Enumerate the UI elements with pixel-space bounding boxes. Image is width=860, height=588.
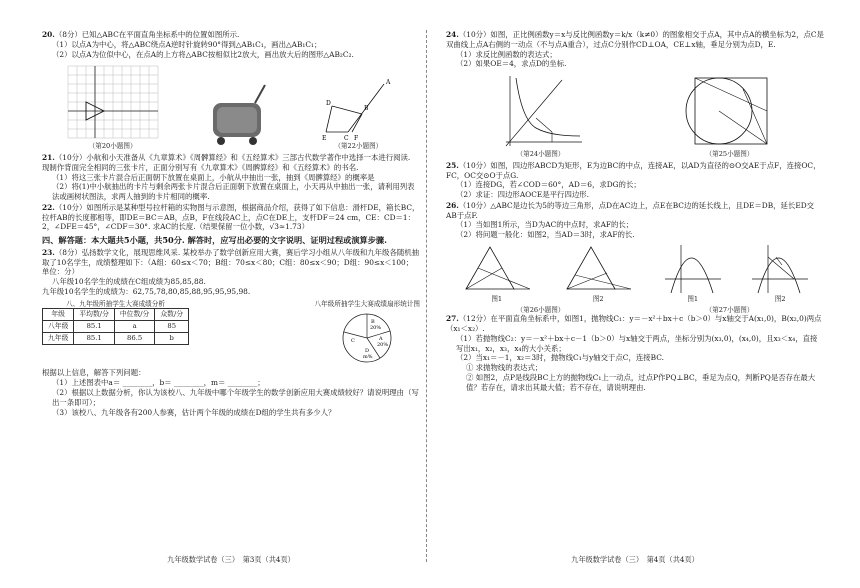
pie-chart-block: 八年级所抽学生大赛成绩扇形统计图 B 20% A 20% C D m% — [315, 300, 421, 367]
svg-text:20%: 20% — [377, 342, 389, 349]
question-27: 27.（12分）在平面直角坐标系中，如图1，抛物线C₁：y＝－x²＋bx＋c（b＞0）与x轴交于A(x₁,0)，B(x₂,0)两点（x₁＜x₂）. （1）若抛物线C₂：y＝－x²＋bx＋c－1（b＞0）与x轴交于两点，坐标分别为(x₃,0)，(x₄,0)，且x₃＜x₄，直接写出x₁，x₂，x₃，x₄的大小关系； （2）当x₁＝－1，x₂＝3时，抛物线C₁与y轴交于点C，连接BC. ① 求抛物线的表达式； ② 如图2，点P是线段BC上方的抛物线C₁上一动点，过点P作PQ⊥BC，垂足为点Q，判断PQ是否存在最大值？若存在，请求出其最大值；若不存在，请说明理由. — [446, 314, 822, 392]
svg-text:E: E — [322, 135, 327, 143]
luggage-photo — [205, 81, 275, 151]
question-21: 21.（10分）小航和小天准备从《九章算术》《周髀算经》和《五经算术》三部古代数学著作中选择一本进行阅读. 现制作背面完全相同的三张卡片，正面分别写有《九章算术》《周髀算经》和《五经算术》的书名. （1）将这三张卡片混合后正面朝下放置在桌面上，小航从中抽出一张，抽到《周髀算经》的概率是 （2）将(1)中小航抽出的卡片与剩余两张卡片混合后正面朝下放置在桌面上，小天再从中抽出一张，请利用列表法或画树状图法，求两人抽到的卡片相同的概率. — [42, 153, 415, 202]
pie-chart — [335, 308, 399, 366]
parabola-diagram-2 — [750, 243, 810, 295]
svg-text:m%: m% — [363, 354, 373, 361]
page-footer: 九年级数学试卷（三） 第3页（共4页） — [167, 554, 295, 564]
figure-27-1: 图1 — [663, 243, 723, 304]
figure-22: A B D E C F （第22小题图） — [318, 72, 398, 151]
figures-20-22 — [42, 62, 420, 151]
figures-26-27 — [446, 243, 824, 304]
question-23-tail: 根据以上信息，解答下列问题： （1）上述图表中a＝ ________，b＝ ________，m＝ ________； （2）根据以上数据分析，你认为该校八、九年级中哪个年级学生的数学创新应用大赛成绩较好？请说明理由（写出一条即可）； （3）该校八、九年级各有200人参赛，估计两个年级的成绩在D组的学生共有多少人？ — [42, 368, 419, 417]
figure-20: （第20小题图） — [64, 62, 162, 151]
svg-text:B: B — [364, 105, 369, 113]
question-23: 23.（8分）弘扬数学文化，展现思维风采. 某校举办了数学创新应用大赛，赛后学习小组从八年级和九年级各随机抽取了10名学生，成绩整理如下：（A组：60≤x＜70；B组：70≤x＜80；C组：80≤x＜90；D组：90≤x＜100；单位：分） 八年级10名学生的成绩在C组成绩为85,85,88. 九年级10名学生的成绩为：62,75,78,80,85,88,95,95,95,98. — [42, 247, 420, 297]
question-22: 22.（10分）如图所示是某种型号拉杆箱的实物图与示意图，根据商品介绍，获得了如下信息：滑杆DE，箱长BC，拉杆AB的长度都相等，即DE＝BC＝AB，点B，F在线段AC上，点C在DE上，支杆DF＝24 cm，CE：CD＝1：2，∠DFE＝45°，∠CDF＝30°. 求AC的长度.（结果保留一位小数，√3≈1.73） — [42, 202, 420, 232]
parabola-diagram-1 — [663, 243, 723, 295]
svg-text:C: C — [344, 135, 349, 143]
svg-text:A: A — [386, 79, 391, 87]
hyperbola-diagram — [496, 72, 586, 150]
figure-26-1: 图1 — [460, 243, 534, 304]
right-page — [446, 30, 824, 568]
svg-text:C: C — [351, 338, 356, 345]
question-25: 25.（10分）如图，四边形ABCD为矩形，E为边BC的中点，连接AE，以AD为直径的⊙O交AE于点F，连接OC，FC，OC交⊙O于点G. （1）连接DG，若∠COD＝60°，AD＝6，求DG的长； （2）求证：四边形AOCE是平行四边形. — [446, 160, 821, 200]
figure-25: （第25小题图） — [685, 72, 775, 159]
suitcase-icon — [205, 81, 275, 151]
figures-24-25 — [446, 72, 824, 159]
svg-text:F: F — [354, 135, 359, 143]
question-20-sub1: （1）以点A为中心，将△ABC绕点A逆时针旋转90°得到△AB₁C₁，画出△AB₁C₁； — [52, 39, 322, 49]
svg-text:B: B — [371, 319, 375, 326]
question-20-sub2: （2）以点A为位似中心，在点A的上方将△ABC按相似比2放大，画出放大后的图形△AB₂C₂. — [52, 49, 354, 59]
figure-26-2: 图2 — [561, 243, 635, 304]
table-row: 八年级 85.1 a 85 — [43, 321, 189, 333]
left-page — [42, 30, 420, 568]
grid-figure — [64, 62, 162, 142]
fig-captions-26-27: （第26小题图） （第27小题图） — [516, 305, 754, 314]
q23-figures — [42, 300, 420, 367]
figure-27-2: 图2 — [750, 243, 810, 304]
page-divider — [426, 30, 427, 562]
svg-text:D: D — [365, 348, 370, 355]
stats-table-block: 八、九年级所抽学生大赛成绩分析 年级 平均数/分 中位数/分 众数/分 八年级 85.1 a 85 九年级 85.1 86.5 b — [42, 300, 189, 346]
triangle-diagram-2 — [561, 243, 635, 295]
question-20: 20.（8分）已知△ABC在平面直角坐标系中的位置如图所示. （1）以点A为中心，将△ABC绕点A逆时针旋转90°得到△AB₁C₁，画出△AB₁C₁； （2）以点A为位似中心，在点A的上方将△ABC按相似比2放大，画出放大后的图形△AB₂C₂. — [42, 30, 420, 59]
svg-text:D: D — [326, 100, 332, 108]
question-number: 20. — [42, 30, 55, 39]
luggage-diagram — [318, 72, 398, 142]
circle-rectangle-diagram — [685, 72, 775, 150]
stats-table: 年级 平均数/分 中位数/分 众数/分 八年级 85.1 a 85 九年级 85.1 86.5 b — [42, 308, 189, 345]
figure-24: （第24小题图） — [496, 72, 586, 159]
svg-text:20%: 20% — [370, 325, 382, 332]
question-24: 24.（10分）如图，正比例函数y＝x与反比例函数y＝k/x（k≠0）的图象相交于点A，其中点A的横坐标为2，点C是双曲线上点A右侧的一动点（不与点A重合），过点C分别作CD⊥OA，CE⊥x轴，垂足分别为点D，E. （1）求反比例函数的表达式； （2）如果OE＝4，求点D的坐标. — [446, 30, 824, 69]
table-row: 九年级 85.1 86.5 b — [43, 333, 189, 345]
page-footer: 九年级数学试卷（三） 第4页（共4页） — [571, 554, 699, 564]
svg-text:A: A — [379, 336, 383, 343]
section-4-heading: 四、解答题：本大题共5小题，共50分. 解答时，应写出必要的文字说明、证明过程或演算步骤. — [42, 235, 387, 246]
triangle-diagram-1 — [460, 243, 534, 295]
question-26: 26.（10分）△ABC是边长为5的等边三角形，点D在AC边上，点E在BC边的延长线上，且DE＝DB，延长ED交AB于点F. （1）当如图1所示，当D为AC的中点时，求AF的长； （2）将问题一般化：如图2，当AD＝3时，求AF的长. — [446, 200, 815, 240]
